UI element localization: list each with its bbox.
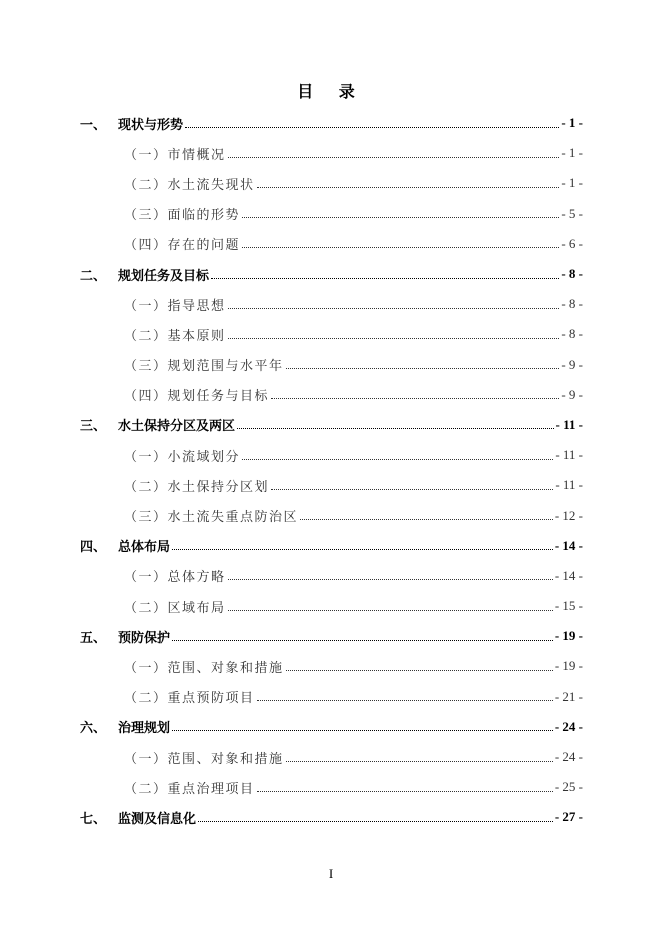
toc-chapter-entry[interactable] (80, 531, 583, 561)
toc-dot-leader (228, 579, 553, 580)
toc-dot-leader (237, 428, 554, 429)
toc-chapter-entry[interactable] (80, 410, 583, 440)
toc-entry-label: （一）范围、对象和措施 (124, 660, 284, 676)
toc-chapter-number: 二、 (80, 268, 107, 284)
toc-dot-leader (242, 459, 553, 460)
toc-entry-label: （四）规划任务与目标 (124, 389, 270, 405)
toc-entry-label: 水土保持分区及两区 (118, 419, 236, 435)
toc-entry-label: 规划任务及目标 (118, 268, 210, 284)
toc-dot-leader (198, 821, 553, 822)
toc-dot-leader (228, 338, 560, 339)
toc-entry-label: （三）规划范围与水平年 (124, 359, 284, 375)
toc-section-entry[interactable] (80, 319, 583, 349)
toc-entry-label: （二）基本原则 (124, 328, 226, 344)
toc-entry-label: 现状与形势 (118, 117, 184, 133)
toc-dot-leader (286, 670, 553, 671)
toc-section-entry[interactable] (80, 199, 583, 229)
toc-dot-leader (257, 187, 560, 188)
toc-entry-label: （一）范围、对象和措施 (124, 751, 284, 767)
toc-page-number: - 14 - (554, 567, 583, 583)
toc-chapter-entry[interactable] (80, 259, 583, 289)
toc-entry-label: （一）市情概况 (124, 147, 226, 163)
toc-page-number: - 21 - (554, 688, 583, 704)
toc-page-number: - 9 - (561, 356, 583, 372)
toc-page-number: - 5 - (561, 205, 583, 221)
toc-section-entry[interactable] (80, 168, 583, 198)
toc-page-number: - 19 - (554, 628, 583, 644)
toc-dot-leader (257, 700, 553, 701)
toc-page-number: - 15 - (554, 598, 583, 614)
toc-chapter-number: 七、 (80, 811, 107, 827)
toc-chapter-number: 五、 (80, 630, 107, 646)
toc-entry-label: （四）存在的问题 (124, 238, 241, 254)
toc-page-number: - 24 - (554, 718, 583, 734)
toc-entry-label: （三）面临的形势 (124, 208, 241, 224)
toc-entry-label: 治理规划 (118, 721, 171, 737)
toc-entry-label: 监测及信息化 (118, 811, 197, 827)
toc-entry-label: （一）指导思想 (124, 298, 226, 314)
toc-dot-leader (300, 519, 553, 520)
toc-section-entry[interactable] (80, 380, 583, 410)
toc-section-entry[interactable] (80, 682, 583, 712)
toc-section-entry[interactable] (80, 772, 583, 802)
toc-entry-label: （二）水土保持分区划 (124, 479, 270, 495)
toc-page-number: - 8 - (561, 266, 583, 282)
toc-entry-label: （二）重点治理项目 (124, 781, 255, 797)
page-number-footer: I (328, 866, 334, 881)
toc-page-number: - 9 - (561, 386, 583, 402)
toc-dot-leader (271, 398, 559, 399)
toc-page-number: - 8 - (561, 296, 583, 312)
toc-dot-leader (211, 278, 559, 279)
toc-chapter-number: 一、 (80, 117, 107, 133)
toc-dot-leader (257, 791, 553, 792)
toc-entry-label: （三）水土流失重点防治区 (124, 510, 299, 526)
toc-page-number: - 14 - (554, 537, 583, 553)
toc-page-number: - 19 - (554, 658, 583, 674)
toc-page-number: - 25 - (554, 779, 583, 795)
toc-section-entry[interactable] (80, 229, 583, 259)
toc-section-entry[interactable] (80, 651, 583, 681)
toc-entry-label: （二）区域布局 (124, 600, 226, 616)
toc-entry-label: （一）小流域划分 (124, 449, 241, 465)
toc-section-entry[interactable] (80, 470, 583, 500)
toc-page-number: - 11 - (555, 477, 583, 493)
toc-section-entry[interactable] (80, 742, 583, 772)
toc-dot-leader (271, 489, 553, 490)
toc-dot-leader (172, 549, 553, 550)
toc-page-number: - 1 - (561, 115, 583, 131)
toc-section-entry[interactable] (80, 500, 583, 530)
toc-title: 目 录 (297, 82, 365, 101)
toc-dot-leader (228, 610, 553, 611)
toc-section-entry[interactable] (80, 289, 583, 319)
toc-dot-leader (242, 217, 559, 218)
toc-page-number: - 11 - (555, 447, 583, 463)
toc-dot-leader (172, 640, 553, 641)
toc-chapter-number: 三、 (80, 419, 107, 435)
toc-dot-leader (286, 368, 560, 369)
toc-dot-leader (228, 308, 560, 309)
toc-dot-leader (286, 761, 553, 762)
toc-section-entry[interactable] (80, 350, 583, 380)
toc-entry-label: 总体布局 (118, 540, 171, 556)
toc-entry-label: 预防保护 (118, 630, 171, 646)
toc-page-number: - 24 - (554, 749, 583, 765)
toc-page-number: - 11 - (555, 416, 583, 432)
toc-section-entry[interactable] (80, 440, 583, 470)
toc-chapter-number: 四、 (80, 540, 107, 556)
toc-page-number: - 1 - (561, 175, 583, 191)
toc-entry-label: （二）水土流失现状 (124, 177, 255, 193)
toc-page-number: - 8 - (561, 326, 583, 342)
toc-section-entry[interactable] (80, 591, 583, 621)
toc-section-entry[interactable] (80, 561, 583, 591)
toc-page-number: - 12 - (554, 507, 583, 523)
toc-page-number: - 27 - (554, 809, 583, 825)
toc-chapter-entry[interactable] (80, 712, 583, 742)
toc-page-number: - 1 - (561, 145, 583, 161)
toc-list (80, 108, 583, 833)
toc-dot-leader (172, 730, 553, 731)
toc-chapter-entry[interactable] (80, 802, 583, 832)
toc-dot-leader (185, 127, 559, 128)
toc-entry-label: （一）总体方略 (124, 570, 226, 586)
toc-entry-label: （二）重点预防项目 (124, 691, 255, 707)
toc-page-number: - 6 - (561, 235, 583, 251)
toc-chapter-number: 六、 (80, 721, 107, 737)
toc-dot-leader (242, 247, 559, 248)
toc-chapter-entry[interactable] (80, 108, 583, 138)
toc-dot-leader (228, 157, 560, 158)
toc-chapter-entry[interactable] (80, 621, 583, 651)
toc-section-entry[interactable] (80, 138, 583, 168)
